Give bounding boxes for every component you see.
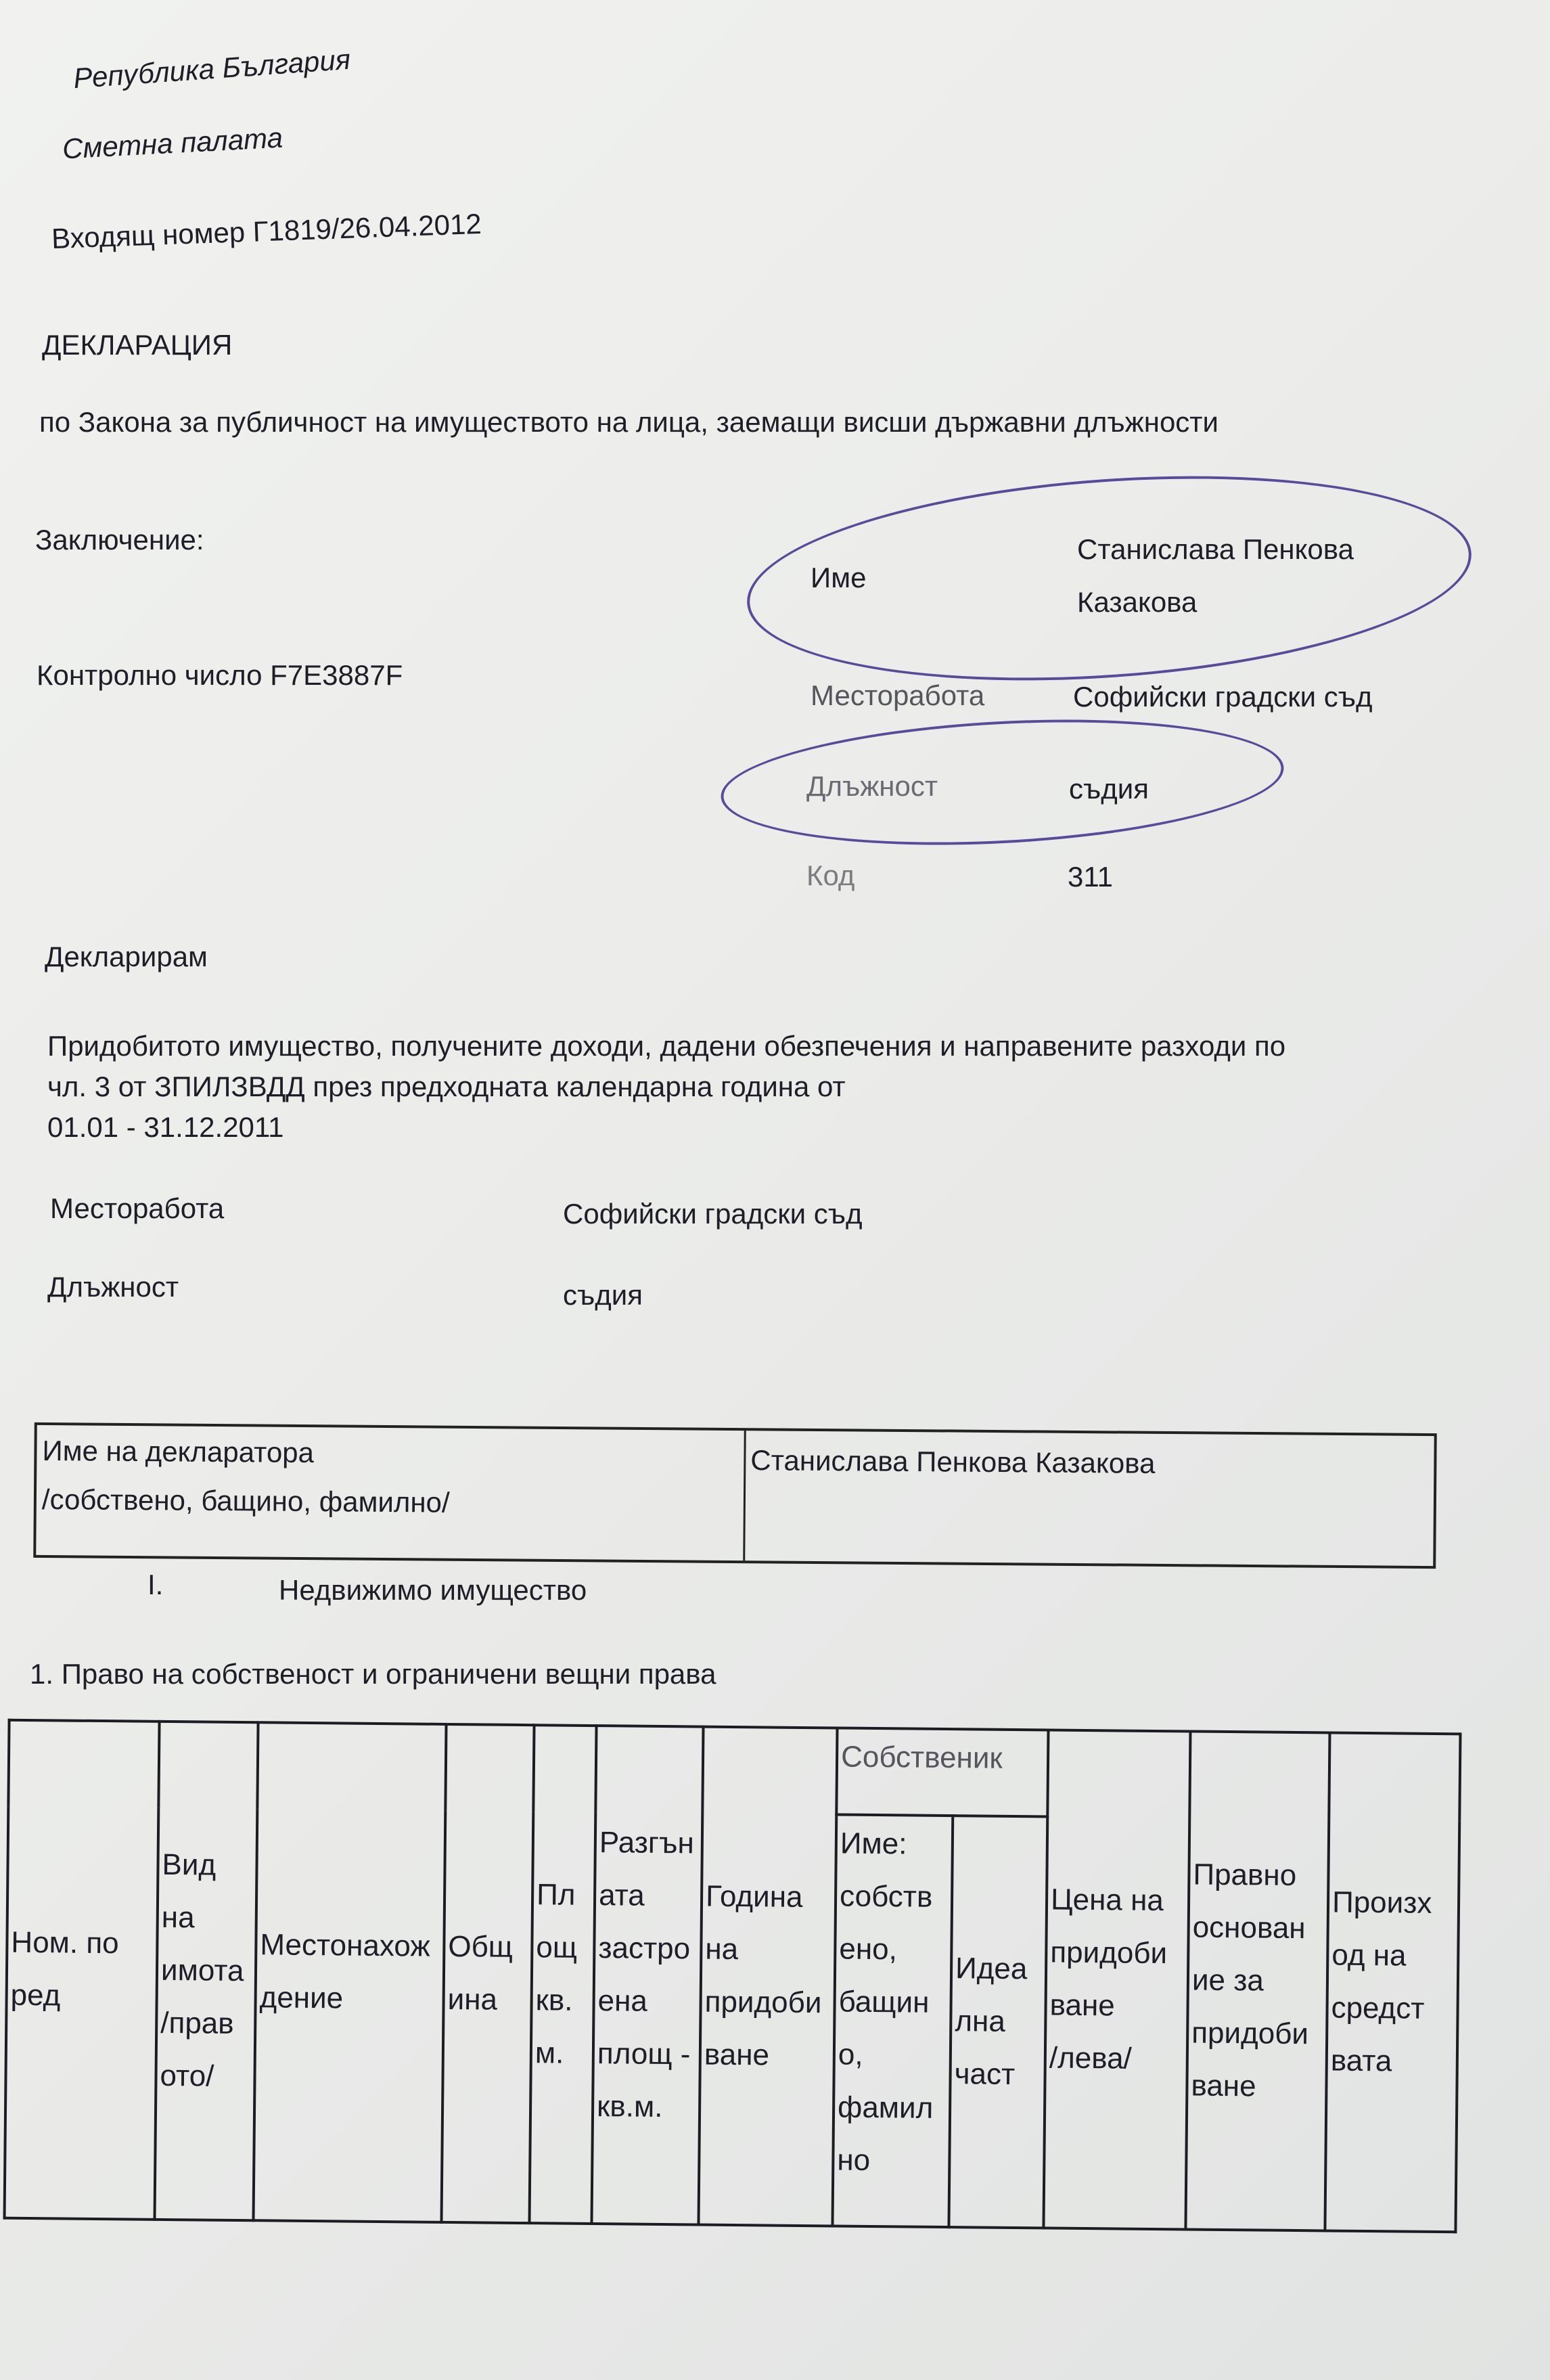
header-text-line: Цена на: [1050, 1883, 1164, 1918]
header-text-line: лна: [955, 2004, 1006, 2038]
col-header-num: [5, 1720, 160, 2220]
header-text-line: ване: [704, 2038, 770, 2072]
card-code-label: Код: [806, 859, 855, 891]
header-text-line: ощ: [536, 1931, 578, 1964]
header-text-line: Местонахож: [260, 1928, 431, 1963]
header-text-line: ване: [1049, 1988, 1115, 2023]
declarator-box: [33, 1422, 1437, 1569]
card-name-label: Име: [811, 562, 867, 593]
header-text-line: собств: [839, 1879, 933, 1914]
header-text-line: о,: [838, 2038, 863, 2071]
col-header-owner-name: [832, 1814, 953, 2227]
document-subtitle: по Закона за публичност на имуществото на лица, заемащи висши държавни длъжности: [39, 406, 1218, 438]
header-text-line: /прав: [160, 2006, 234, 2040]
header-text-line: м.: [534, 2036, 564, 2070]
header-text-line: кв.м.: [596, 2090, 663, 2124]
header-text-line: Ном. по: [11, 1925, 119, 1960]
col-header-owner-group: Собственик: [836, 1728, 1048, 1816]
col-header-location: [253, 1722, 446, 2222]
header-text-line: Пл: [536, 1878, 576, 1912]
header-text-line: на: [161, 1900, 195, 1935]
card-position-value: съдия: [1069, 773, 1149, 805]
declare-period: 01.01 - 31.12.2011: [47, 1111, 284, 1143]
document-title: ДЕКЛАРАЦИЯ: [42, 329, 233, 361]
declarator-label: Име на декларатора /собствено, бащино, фамилно/: [41, 1434, 450, 1519]
col-header-price: [1043, 1730, 1190, 2229]
header-text-line: придоби: [704, 1985, 822, 2020]
property-table: [3, 1719, 1461, 2234]
col-header-type: [155, 1722, 258, 2220]
header-text-line: кв.: [535, 1983, 573, 2017]
header-text-line: Произх: [1331, 1885, 1432, 1920]
header-text-line: Правно: [1193, 1858, 1297, 1892]
declare-heading: Декларирам: [45, 941, 208, 972]
card-code-value: 311: [1068, 861, 1113, 893]
header-text-line: Общ: [448, 1929, 514, 1964]
declare-workplace-label: Месторабота: [50, 1192, 225, 1224]
incoming-number: Входящ номер Г1819/26.04.2012: [51, 207, 482, 255]
header-text-line: дение: [259, 1981, 344, 2015]
header-text-line: но: [837, 2143, 871, 2177]
header-text-line: на: [705, 1932, 739, 1967]
header-text-line: ина: [447, 1982, 498, 2017]
header-text-line: придоби: [1191, 2016, 1309, 2051]
card-name-line2: Казакова: [1077, 586, 1198, 618]
header-text-line: застро: [598, 1931, 691, 1966]
col-header-share: [949, 1816, 1047, 2228]
header-text-line: бащин: [838, 1985, 930, 2019]
header-text-line: ено,: [839, 1932, 898, 1967]
header-text-line: част: [954, 2057, 1016, 2092]
col-header-origin: [1325, 1732, 1460, 2232]
declare-line2: чл. 3 от ЗПИЛЗВДД през предходната календарна година от: [47, 1071, 846, 1102]
header-text-line: ата: [598, 1879, 645, 1912]
card-name-line1: Станислава Пенкова: [1077, 533, 1354, 565]
declare-position-value: съдия: [563, 1279, 643, 1311]
col-header-municipality: [441, 1724, 534, 2223]
header-text-line: Година: [705, 1879, 803, 1914]
card-workplace-label: Месторабота: [811, 679, 985, 711]
declare-line1: Придобитото имущество, получените доходи, дадени обезпечения и направените разходи по: [47, 1030, 1286, 1062]
header-text-line: фамил: [837, 2090, 934, 2125]
col-header-area: [529, 1725, 596, 2224]
header-text-line: ото/: [160, 2059, 214, 2093]
declarator-divider: [743, 1431, 746, 1561]
header-text-line: Идеа: [955, 1952, 1028, 1986]
declare-position-label: Длъжност: [47, 1271, 179, 1303]
declarator-name: Станислава Пенкова Казакова: [750, 1444, 1156, 1479]
section-roman-numeral: I.: [147, 1569, 164, 1600]
header-text-line: ие за: [1191, 1963, 1264, 1998]
card-position-label: Длъжност: [806, 770, 938, 802]
col-header-built-area: [591, 1726, 703, 2224]
header-text-line: ване: [1191, 2069, 1256, 2103]
subsection-title: 1. Право на собственост и ограничени вещни права: [30, 1658, 716, 1690]
header-text-line: придоби: [1050, 1935, 1168, 1971]
section-title: Недвижимо имущество: [279, 1574, 587, 1606]
header-text-line: вата: [1330, 2044, 1392, 2078]
header-text-line: основан: [1192, 1910, 1306, 1946]
header-text-line: од на: [1331, 1938, 1407, 1973]
card-workplace-value: Софийски градски съд: [1073, 681, 1373, 713]
declare-workplace-value: Софийски градски съд: [563, 1198, 863, 1230]
header-text-line: средст: [1331, 1991, 1425, 2025]
conclusion-label: Заключение:: [35, 524, 204, 556]
header-text-line: Разгън: [599, 1826, 695, 1860]
institution-name: Сметна палата: [61, 121, 284, 165]
header-text-line: /лева/: [1049, 2041, 1133, 2075]
header-text-line: Вид: [162, 1847, 216, 1882]
control-number: Контролно число F7E3887F: [37, 659, 403, 691]
col-header-legal-basis: [1185, 1731, 1329, 2230]
header-text-line: площ -: [597, 2037, 691, 2071]
header-text-line: ред: [10, 1978, 61, 2013]
header-text-line: ена: [597, 1984, 648, 2018]
col-header-year: [698, 1727, 837, 2226]
country-name: Република България: [72, 43, 352, 95]
header-text-line: имота: [160, 1953, 244, 1988]
ink-circle-position: [718, 706, 1287, 857]
header-text-line: Име:: [840, 1826, 907, 1861]
